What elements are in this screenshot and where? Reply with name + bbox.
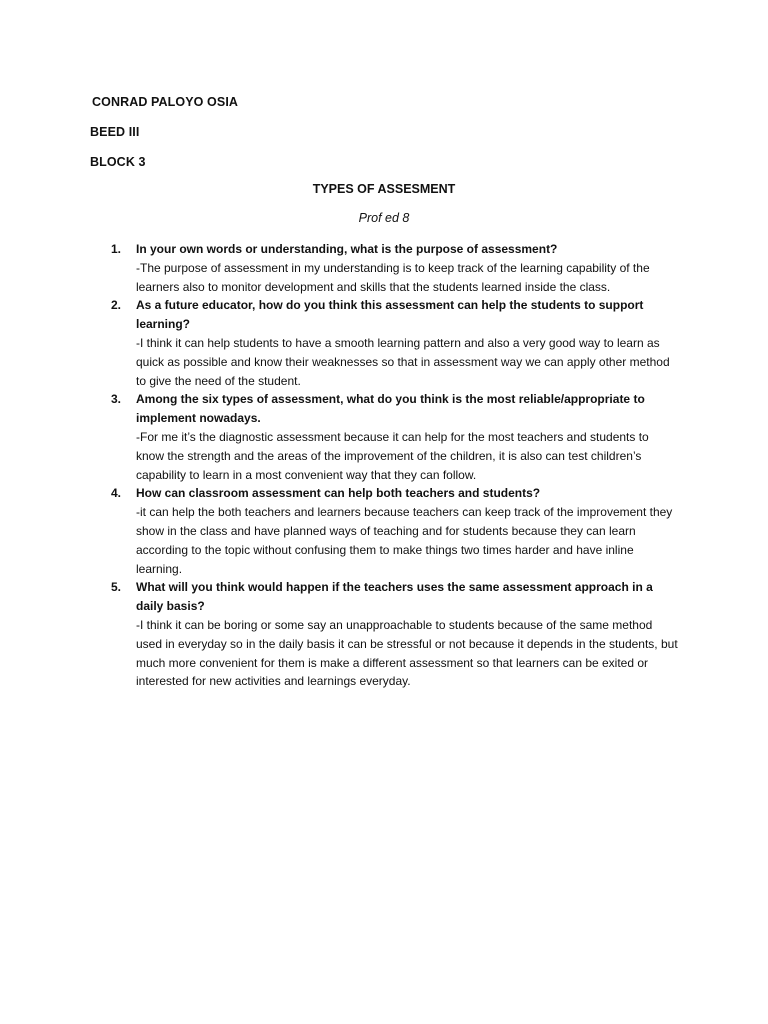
block-label: BLOCK 3 (90, 155, 146, 169)
question-text: Among the six types of assessment, what do you think is the most reliable/appropriate to implement nowadays. (136, 392, 645, 426)
question-text: What will you think would happen if the teachers uses the same assessment approach in a daily basis? (136, 580, 653, 614)
question-number: 1. (111, 242, 122, 256)
question-text: In your own words or understanding, what is the purpose of assessment? (136, 242, 558, 256)
question-text: As a future educator, how do you think this assessment can help the students to support learning? (136, 298, 644, 332)
course-label: BEED III (90, 125, 140, 139)
question-number: 5. (111, 580, 122, 595)
answer-text: -For me it’s the diagnostic assessment because it can help for the most teachers and students to know the strength and the areas of the improvement of the children, it is also can test children’s capability to learn in a most convenient way that they can follow. (136, 429, 649, 482)
question-list (0, 240, 768, 691)
question-item (0, 390, 768, 484)
question-item (0, 484, 768, 578)
question-number: 4. (111, 486, 122, 501)
document-title: TYPES OF ASSESMENT (312, 182, 456, 196)
answer-text: -I think it can help students to have a smooth learning pattern and also a very good way to learn as quick as possible and know their weaknesses so that in assessment way we can apply other method to give the need of the student. (136, 335, 670, 388)
student-name: CONRAD PALOYO OSIA (92, 95, 239, 109)
question-number: 3. (111, 392, 122, 407)
answer-text: -it can help the both teachers and learners because teachers can keep track of the improvement they show in the class and have planned ways of teaching and for students because they can learn according to the topic without confusing them to make things two times harder and have inline learning. (136, 505, 673, 576)
answer-text: -The purpose of assessment in my understanding is to keep track of the learning capability of the learners also to monitor development and skills that the students learned inside the class. (136, 260, 650, 294)
question-item (0, 240, 768, 296)
question-number: 2. (111, 298, 122, 313)
question-item (0, 296, 768, 390)
answer-text: -I think it can be boring or some say an unapproachable to students because of the same method used in everyday so in the daily basis it can be stressful or not because it depends in the students, but much more convenient for them is make a different assessment so that learners can be exited or interested for new activities and learnings everyday. (136, 617, 678, 689)
document-subtitle: Prof ed 8 (358, 211, 410, 225)
question-text: How can classroom assessment can help both teachers and students? (136, 486, 541, 501)
question-item (0, 578, 768, 691)
